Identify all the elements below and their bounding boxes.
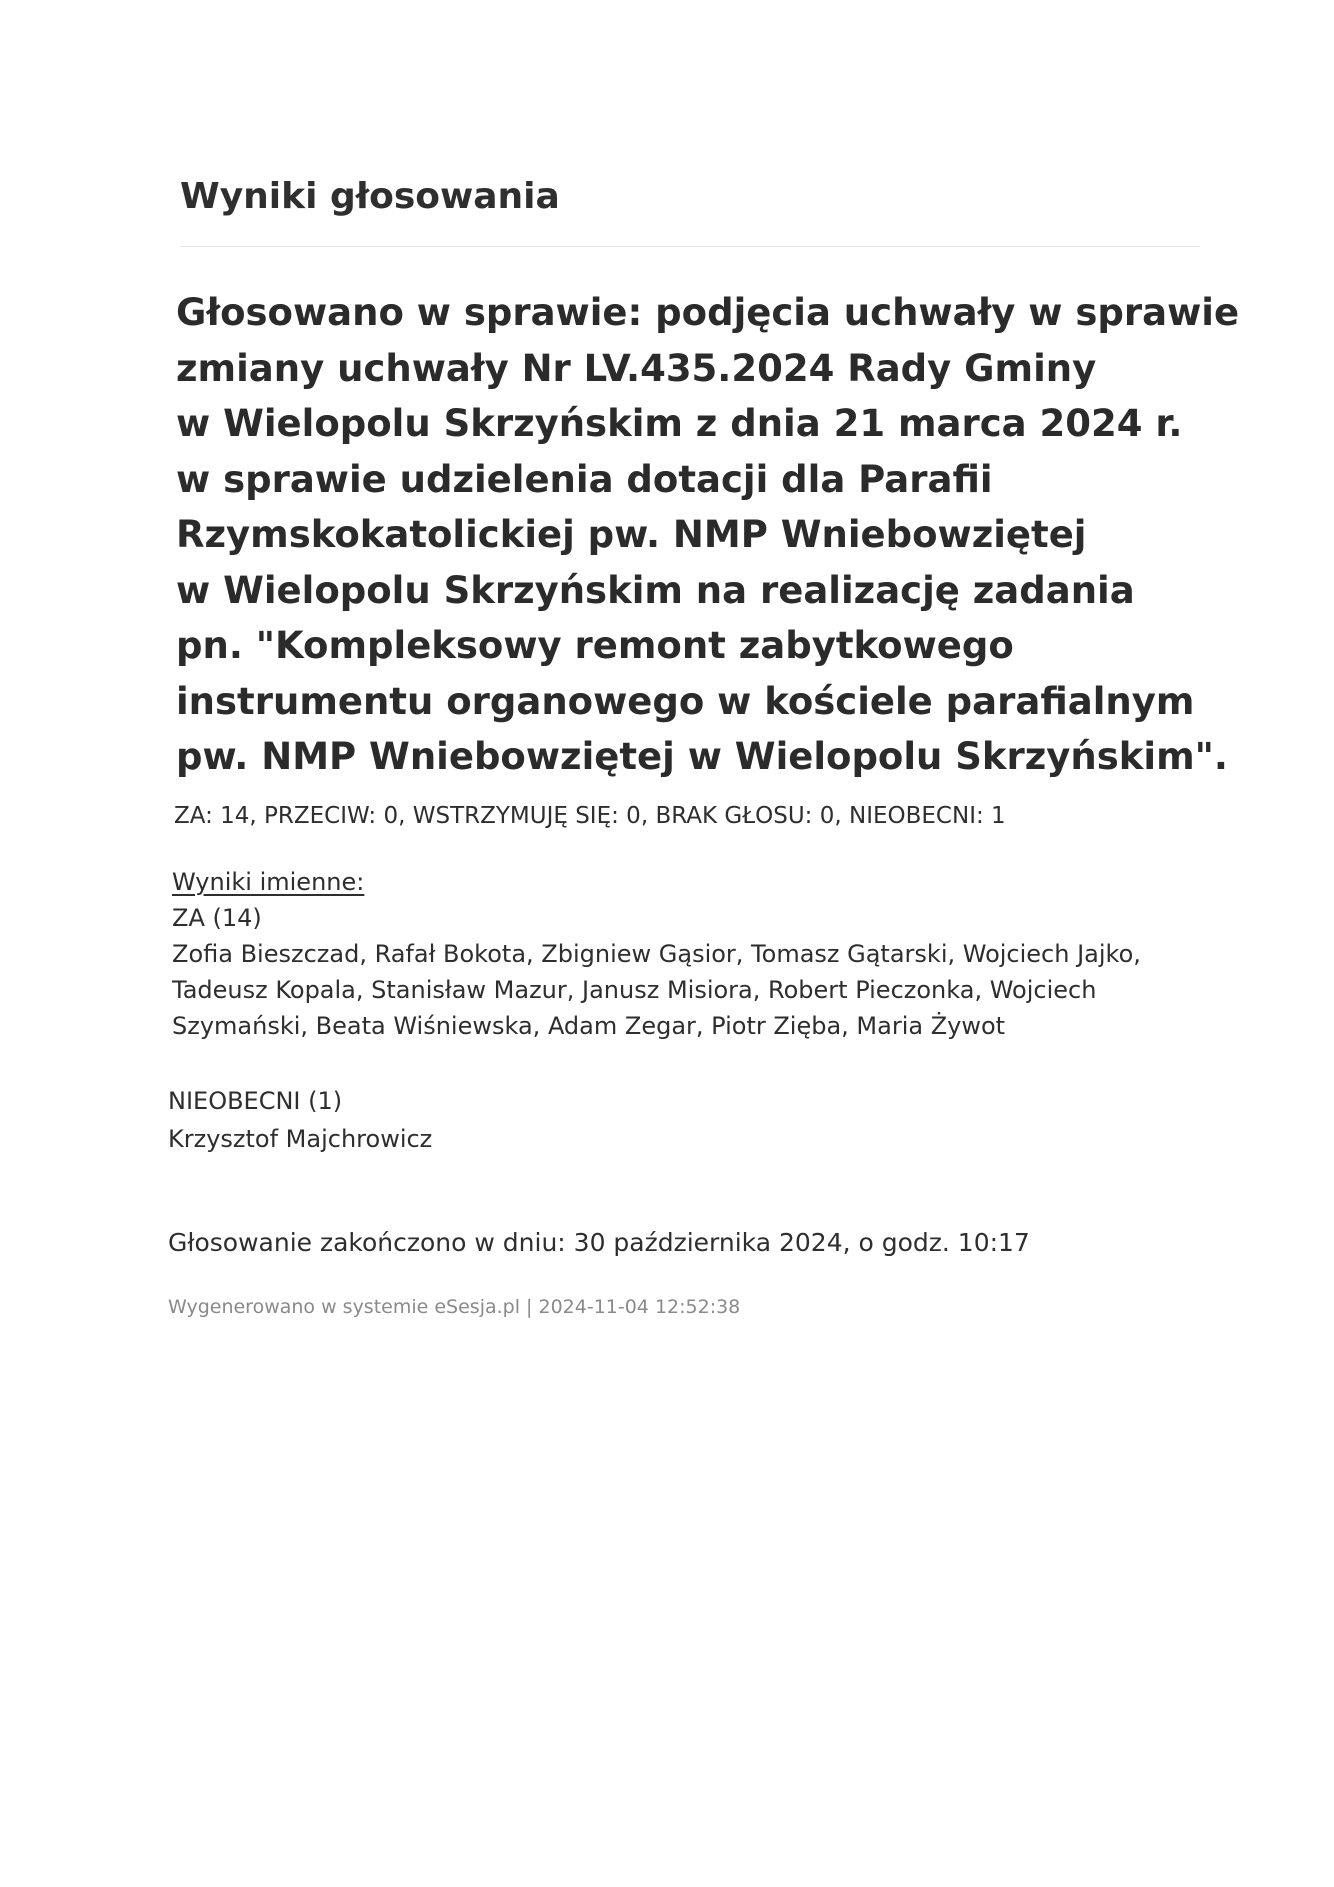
vote-subject-line: pn. "Kompleksowy remont zabytkowego xyxy=(176,624,1014,667)
vote-subject-line: pw. NMP Wniebowziętej w Wielopolu Skrzyńskim". xyxy=(176,735,1228,778)
vote-ended-timestamp: Głosowanie zakończono w dniu: 30 października 2024, o godz. 10:17 xyxy=(168,1228,1030,1257)
title-divider xyxy=(180,246,1200,247)
vote-subject-line: zmiany uchwały Nr LV.435.2024 Rady Gminy xyxy=(176,346,1097,390)
for-votes-names: Szymański, Beata Wiśniewska, Adam Zegar, Piotr Zięba, Maria Żywot xyxy=(172,1012,1006,1040)
vote-summary: ZA: 14, PRZECIW: 0, WSTRZYMUJĘ SIĘ: 0, BRAK GŁOSU: 0, NIEOBECNI: 1 xyxy=(174,803,1006,829)
named-results xyxy=(172,864,1192,1044)
page-title: Wyniki głosowania xyxy=(180,176,560,217)
for-votes-names: Tadeusz Kopala, Stanisław Mazur, Janusz Misiora, Robert Pieczonka, Wojciech xyxy=(172,976,1097,1004)
vote-subject xyxy=(176,285,1240,785)
vote-subject-line: Głosowano w sprawie: podjęcia uchwały w sprawie xyxy=(176,291,1240,334)
absent-header: NIEOBECNI (1) xyxy=(168,1087,343,1115)
vote-subject-line: Rzymskokatolickiej pw. NMP Wniebowziętej xyxy=(176,513,1087,556)
vote-subject-line: w Wielopolu Skrzyńskim z dnia 21 marca 2024 r. xyxy=(176,402,1183,445)
for-votes-header: ZA (14) xyxy=(172,904,262,932)
generated-footer: Wygenerowano w systemie eSesja.pl | 2024-11-04 12:52:38 xyxy=(168,1296,741,1318)
vote-subject-line: w sprawie udzielenia dotacji dla Parafii xyxy=(176,457,993,501)
absent-names: Krzysztof Majchrowicz xyxy=(168,1125,433,1153)
for-votes-names: Zofia Bieszczad, Rafał Bokota, Zbigniew Gąsior, Tomasz Gątarski, Wojciech Jajko, xyxy=(172,940,1141,968)
vote-subject-line: instrumentu organowego w kościele parafialnym xyxy=(176,679,1195,723)
named-results-title: Wyniki imienne: xyxy=(172,868,365,896)
absent-results xyxy=(168,1082,432,1158)
vote-subject-line: w Wielopolu Skrzyńskim na realizację zadania xyxy=(176,568,1135,612)
